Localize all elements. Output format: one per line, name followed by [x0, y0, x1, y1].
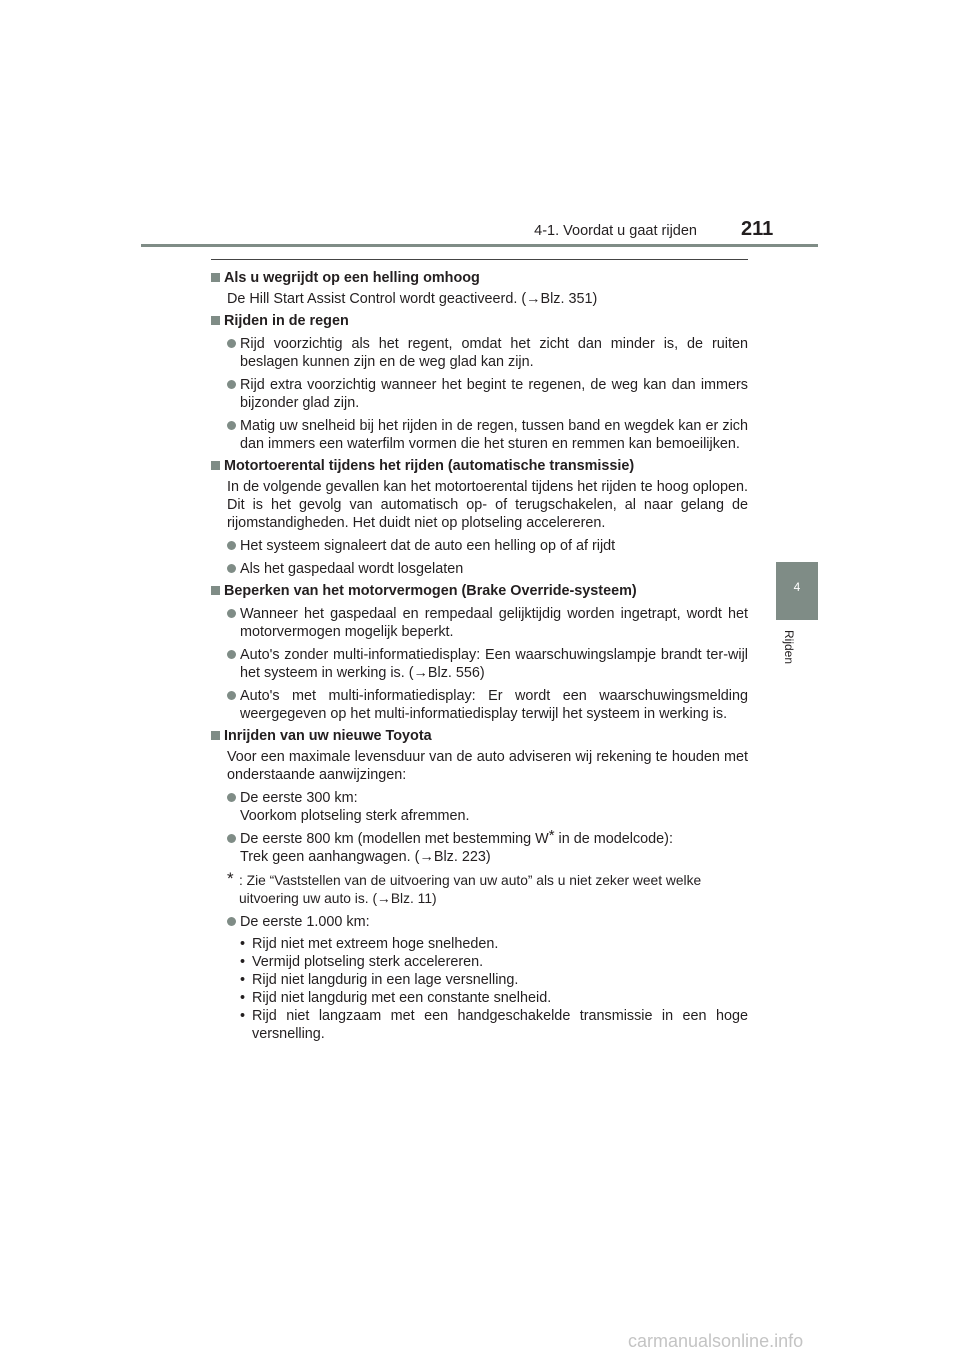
asterisk-mark: *: [548, 827, 555, 844]
list-item: Het systeem signaleert dat de auto een helling op of af rijdt: [211, 537, 748, 555]
circle-bullet-icon: [227, 793, 236, 802]
circle-bullet-icon: [227, 564, 236, 573]
section-heading: Beperken van het motorvermogen (Brake Override-systeem): [211, 582, 748, 600]
circle-bullet-icon: [227, 691, 236, 700]
asterisk-mark: *: [227, 869, 234, 888]
page-content: [211, 265, 748, 1043]
circle-bullet-icon: [227, 650, 236, 659]
section-heading: Inrijden van uw nieuwe Toyota: [211, 727, 748, 745]
list-item: Rijd voorzichtig als het regent, omdat het zicht dan minder is, de ruiten beslagen kunnen zijn en de weg glad kan zijn.: [211, 335, 748, 371]
circle-bullet-icon: [227, 421, 236, 430]
square-bullet-icon: [211, 731, 220, 740]
list-item: De eerste 1.000 km:: [211, 913, 748, 931]
square-bullet-icon: [211, 461, 220, 470]
list-item: Wanneer het gaspedaal en rempedaal gelijktijdig worden ingetrapt, wordt het motorvermogen mogelijk beperkt.: [211, 605, 748, 641]
list-item: Auto's zonder multi-informatiedisplay: Een waarschuwingslampje brandt ter-wijl het systeem in werking is. (→Blz. 556): [211, 646, 748, 682]
section-heading: Als u wegrijdt op een helling omhoog: [211, 269, 748, 287]
section-header: 4-1. Voordat u gaat rijden: [534, 223, 697, 239]
page-number: 211: [741, 218, 774, 240]
square-bullet-icon: [211, 273, 220, 282]
paragraph: Voor een maximale levensduur van de auto adviseren wij rekening te houden met onderstaande aanwijzingen:: [227, 749, 748, 783]
list-item: Matig uw snelheid bij het rijden in de regen, tussen band en wegdek kan er zich dan immers een waterfilm vormen die het sturen en remmen kan bemoeilijken.: [211, 417, 748, 453]
list-item: De eerste 300 km: Voorkom plotseling sterk afremmen.: [211, 789, 748, 825]
chapter-number: 4: [793, 580, 801, 594]
chapter-tab: [776, 562, 818, 620]
sub-list-item: • Rijd niet met extreem hoge snelheden.: [240, 936, 499, 952]
section-heading: Rijden in de regen: [211, 312, 748, 330]
list-item: Rijd extra voorzichtig wanneer het begint te regenen, de weg kan dan immers bijzonder glad zijn.: [211, 376, 748, 412]
sub-list-item: • Rijd niet langzaam met een handgeschakelde transmissie in een hoge versnelling.: [240, 1008, 748, 1042]
circle-bullet-icon: [227, 541, 236, 550]
circle-bullet-icon: [227, 917, 236, 926]
square-bullet-icon: [211, 586, 220, 595]
paragraph: In de volgende gevallen kan het motortoerental tijdens het rijden te hoog oplopen. Dit is het gevolg van automatisch op- of terugschakelen, al naar gelang de rijomstandigheden. Het duidt niet op plotseling accelereren.: [227, 479, 748, 531]
chapter-label: Rijden: [782, 630, 796, 665]
sub-list-item: • Rijd niet langdurig in een lage versnelling.: [240, 972, 519, 988]
square-bullet-icon: [211, 316, 220, 325]
list-item: Als het gaspedaal wordt losgelaten: [211, 560, 748, 578]
list-item: De eerste 800 km (modellen met bestemming W* in de modelcode): Trek geen aanhangwagen. (→Blz. 223): [211, 830, 748, 866]
sub-list: [211, 935, 748, 1043]
circle-bullet-icon: [227, 834, 236, 843]
sub-list-item: • Rijd niet langdurig met een constante snelheid.: [240, 990, 552, 1006]
section-divider: [211, 259, 748, 260]
section-heading: Motortoerental tijdens het rijden (automatische transmissie): [211, 457, 748, 475]
footnote: * : Zie “Vaststellen van de uitvoering van uw auto” als u niet zeker weet welke uitvoering uw auto is. (→Blz. 11): [227, 869, 702, 906]
paragraph: De Hill Start Assist Control wordt geactiveerd. (→Blz. 351): [227, 291, 598, 307]
circle-bullet-icon: [227, 380, 236, 389]
circle-bullet-icon: [227, 339, 236, 348]
header-rule: [141, 244, 818, 247]
sub-list-item: • Vermijd plotseling sterk accelereren.: [240, 954, 484, 970]
watermark: carmanualsonline.info: [628, 1331, 804, 1351]
list-item: Auto's met multi-informatiedisplay: Er wordt een waarschuwingsmelding weergegeven op het multi-informatiedisplay terwijl het systeem in werking is.: [211, 687, 748, 723]
circle-bullet-icon: [227, 609, 236, 618]
